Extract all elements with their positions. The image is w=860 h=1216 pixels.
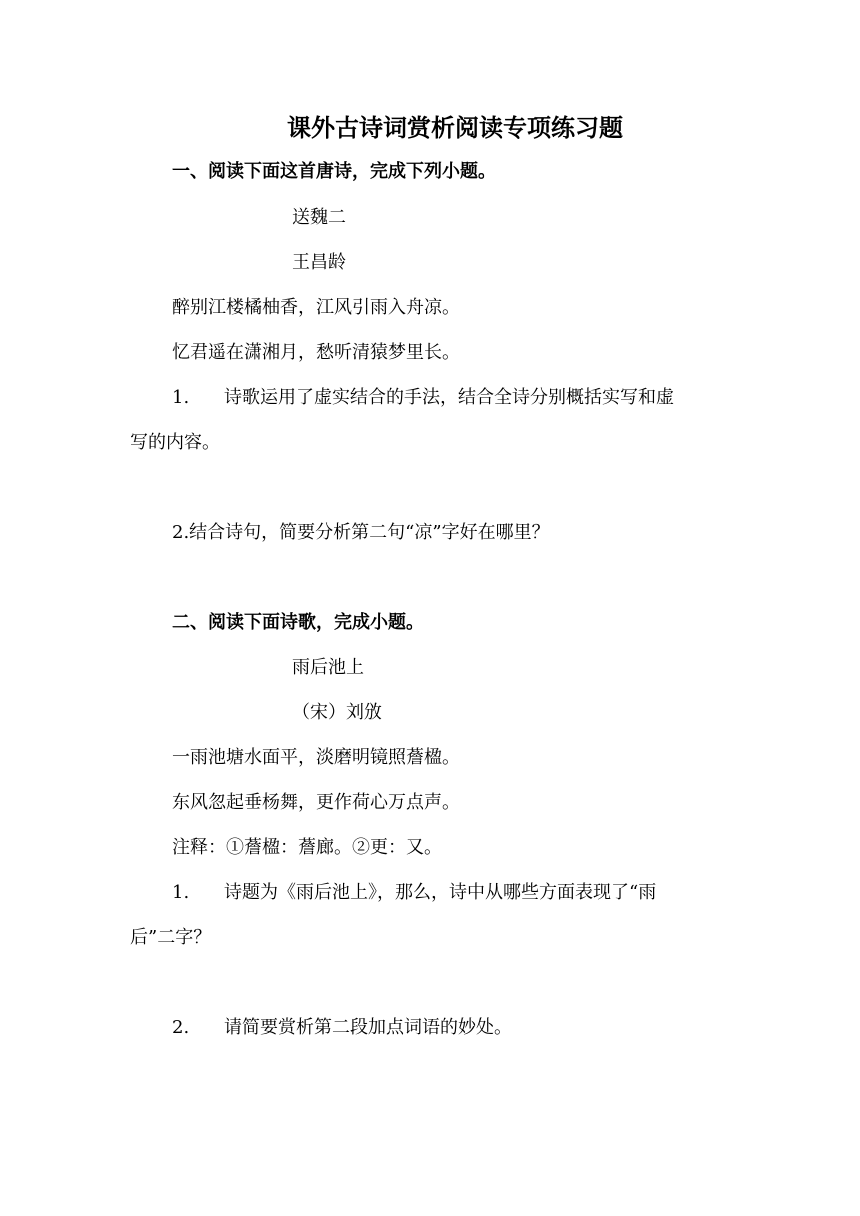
section2-note: 注释：①薝楹：薝廊。②更：又。 [172,837,442,858]
section1-poem-author: 王昌龄 [292,252,346,273]
section2-heading: 二、阅读下面诗歌，完成小题。 [172,612,424,633]
section1-poem-line-1: 醉别江楼橘柚香，江风引雨入舟凉。 [172,297,460,318]
section1-question-2: 2.结合诗句，简要分析第二句“凉”字好在哪里？ [172,522,550,543]
question-number: 1. [172,882,190,903]
question-text: 诗题为《雨后池上》，那么，诗中从哪些方面表现了“雨 [224,882,657,903]
section1-poem-line-2: 忆君遥在潇湘月，愁听清猿梦里长。 [172,342,460,363]
section2-question-1-continued: 后”二字？ [130,927,212,948]
section1-poem-title: 送魏二 [292,207,346,228]
section2-question-2 [172,1016,512,1040]
section2-poem-line-2: 东风忽起垂杨舞，更作荷心万点声。 [172,792,460,813]
question-text: 诗歌运用了虚实结合的手法，结合全诗分别概括实写和虚 [224,387,674,408]
section2-poem-title: 雨后池上 [292,657,364,678]
document-title: 课外古诗词赏析阅读专项练习题 [287,114,623,142]
section2-poem-line-1: 一雨池塘水面平，淡磨明镜照薝楹。 [172,747,460,768]
section1-question-1-continued: 写的内容。 [130,432,220,453]
section2-poem-author: （宋）刘攽 [292,702,382,723]
section1-question-1 [172,386,674,410]
question-number: 1. [172,387,190,408]
question-number: 2. [172,1017,190,1038]
question-text: 请简要赏析第二段加点词语的妙处。 [224,1017,512,1038]
section2-question-1 [172,881,656,905]
section1-heading: 一、阅读下面这首唐诗，完成下列小题。 [172,161,496,182]
